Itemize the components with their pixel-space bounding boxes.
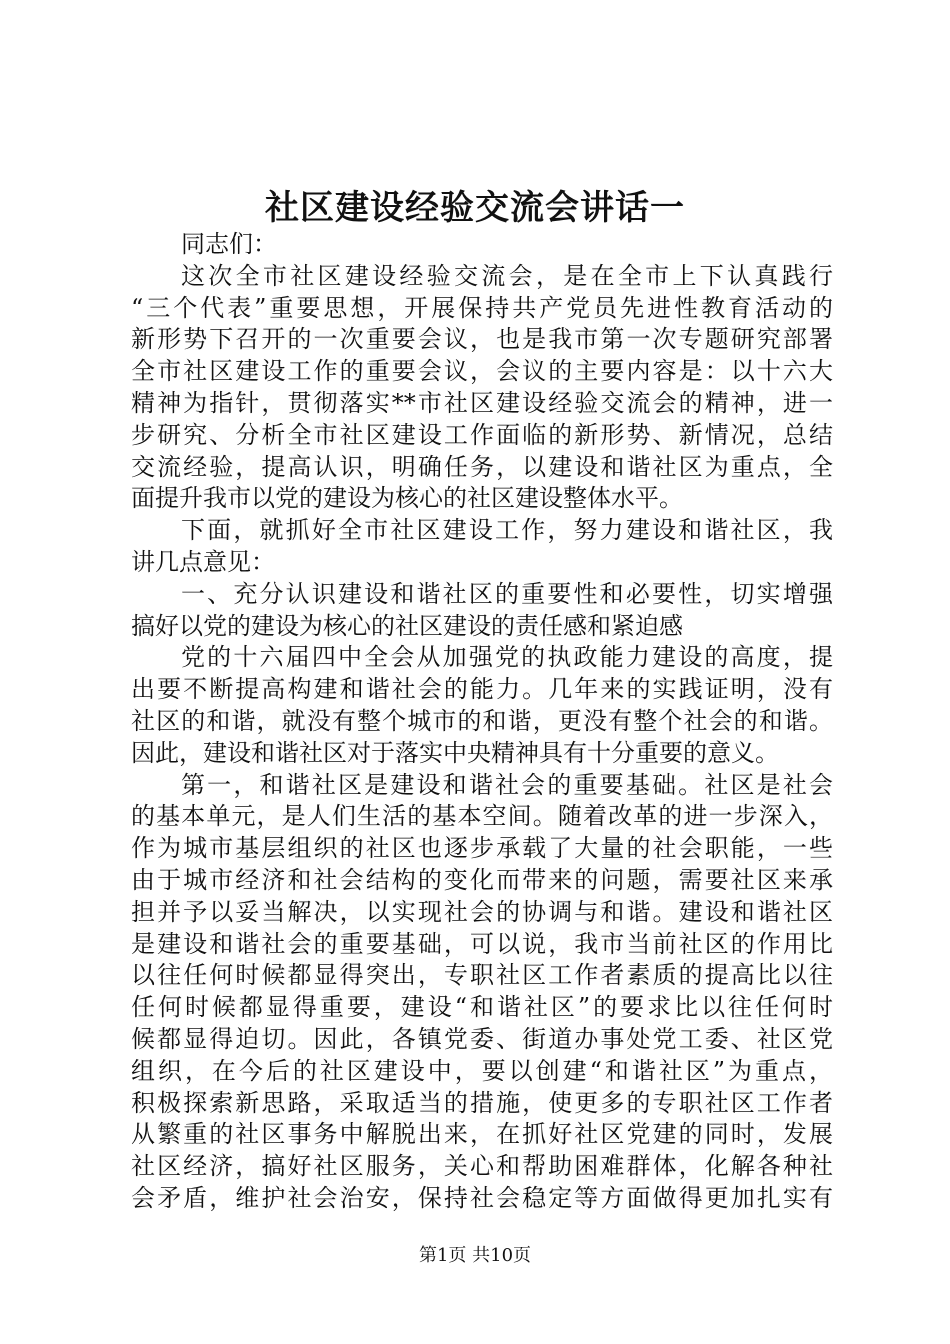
- text-line: 步研究、分析全市社区建设工作面临的新形势、新情况，总结: [131, 420, 833, 449]
- text-line: 下面，就抓好全市社区建设工作，努力建设和谐社区，我: [181, 516, 833, 545]
- text-line: 是建设和谐社会的重要基础，可以说，我市当前社区的作用比: [131, 929, 833, 958]
- text-line: 从繁重的社区事务中解脱出来，在抓好社区党建的同时，发展: [131, 1120, 833, 1149]
- document-title: 社区建设经验交流会讲话一: [265, 188, 685, 228]
- text-line: 第一，和谐社区是建设和谐社会的重要基础。社区是社会: [181, 770, 833, 799]
- text-line: 新形势下召开的一次重要会议，也是我市第一次专题研究部署: [131, 325, 833, 354]
- text-line: 组织，在今后的社区建设中，要以创建“和谐社区”为重点，: [131, 1056, 833, 1085]
- text-line: 作为城市基层组织的社区也逐步承载了大量的社会职能，一些: [131, 834, 833, 863]
- text-line: 一、充分认识建设和谐社区的重要性和必要性，切实增强: [181, 579, 833, 608]
- text-line: 由于城市经济和社会结构的变化而带来的问题，需要社区来承: [131, 865, 833, 894]
- text-line: 同志们：: [181, 230, 277, 258]
- text-line: “三个代表”重要思想，开展保持共产党员先进性教育活动的: [131, 293, 833, 322]
- document-body: [131, 229, 833, 1212]
- text-line: 担并予以妥当解决，以实现社会的协调与和谐。建设和谐社区: [131, 897, 833, 926]
- text-line: 积极探索新思路，采取适当的措施，使更多的专职社区工作者: [131, 1088, 833, 1117]
- text-line: 的基本单元，是人们生活的基本空间。随着改革的进一步深入，: [131, 802, 833, 831]
- text-line: 因此，建设和谐社区对于落实中央精神具有十分重要的意义。: [131, 738, 779, 767]
- text-line: 精神为指针，贯彻落实**市社区建设经验交流会的精神，进一: [131, 388, 833, 417]
- text-line: 搞好以党的建设为核心的社区建设的责任感和紧迫感: [131, 611, 683, 640]
- text-line: 出要不断提高构建和谐社会的能力。几年来的实践证明，没有: [131, 675, 833, 704]
- text-line: 会矛盾，维护社会治安，保持社会稳定等方面做得更加扎实有: [131, 1183, 833, 1212]
- text-line: 任何时候都显得重要，建设“和谐社区”的要求比以往任何时: [131, 993, 833, 1022]
- text-line: 讲几点意见：: [131, 547, 275, 576]
- text-line: 交流经验，提高认识，明确任务，以建设和谐社区为重点，全: [131, 452, 833, 481]
- text-line: 全市社区建设工作的重要会议，会议的主要内容是：以十六大: [131, 357, 833, 386]
- text-line: 以往任何时候都显得突出，专职社区工作者素质的提高比以往: [131, 961, 833, 990]
- text-line: 社区经济，搞好社区服务，关心和帮助困难群体，化解各种社: [131, 1152, 833, 1181]
- text-line: 候都显得迫切。因此，各镇党委、街道办事处党工委、社区党: [131, 1024, 833, 1053]
- text-line: 党的十六届四中全会从加强党的执政能力建设的高度，提: [181, 643, 833, 672]
- text-line: 面提升我市以党的建设为核心的社区建设整体水平。: [131, 484, 683, 513]
- text-line: 社区的和谐，就没有整个城市的和谐，更没有整个社会的和谐。: [131, 706, 833, 735]
- page-footer: 第1页 共10页: [418, 1245, 532, 1266]
- text-line: 这次全市社区建设经验交流会，是在全市上下认真践行: [181, 261, 833, 290]
